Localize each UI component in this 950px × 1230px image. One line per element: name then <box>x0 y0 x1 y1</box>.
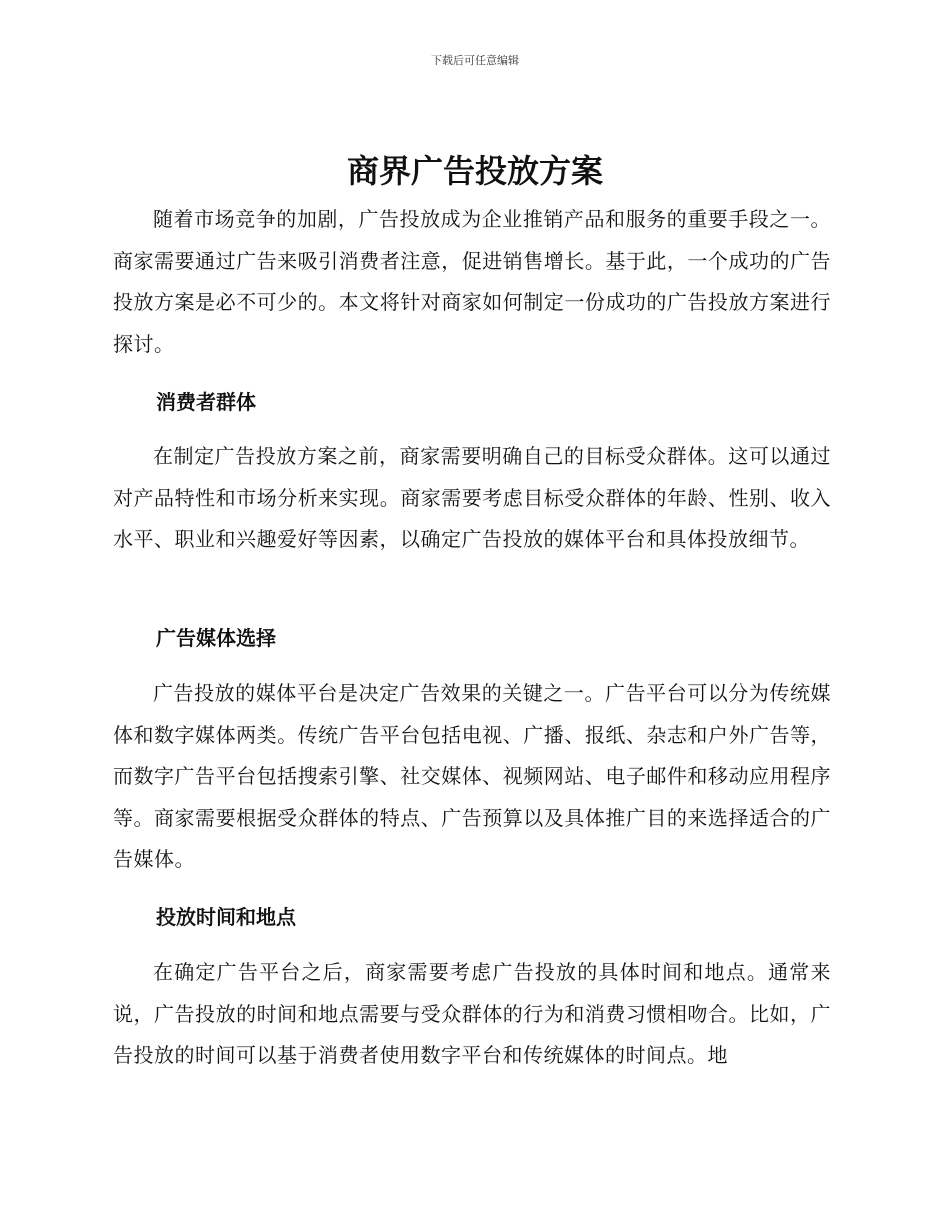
section-body-time-place: 在确定广告平台之后，商家需要考虑广告投放的具体时间和地点。通常来说，广告投放的时间和地点需要与受众群体的行为和消费习惯相吻合。比如，广告投放的时间可以基于消费者使用数字平台和传统媒体的时间点。地 <box>113 960 831 1067</box>
document-title: 商界广告投放方案 <box>346 152 603 190</box>
section-body-media: 广告投放的媒体平台是决定广告效果的关键之一。广告平台可以分为传统媒体和数字媒体两类。传统广告平台包括电视、广播、报纸、杂志和户外广告等，而数字广告平台包括搜索引擎、社交媒体、视频网站、电子邮件和移动应用程序等。商家需要根据受众群体的特点、广告预算以及具体推广目的来选择适合的广告媒体。 <box>113 681 831 871</box>
section-heading-time-place: 投放时间和地点 <box>156 905 296 929</box>
section-heading-consumers: 消费者群体 <box>156 390 256 414</box>
section-heading-media: 广告媒体选择 <box>156 626 276 650</box>
intro-paragraph: 随着市场竞争的加剧，广告投放成为企业推销产品和服务的重要手段之一。商家需要通过广告来吸引消费者注意，促进销售增长。基于此，一个成功的广告投放方案是必不可少的。本文将针对商家如何制定一份成功的广告投放方案进行探讨。 <box>113 207 831 356</box>
section-body-consumers: 在制定广告投放方案之前，商家需要明确自己的目标受众群体。这可以通过对产品特性和市场分析来实现。商家需要考虑目标受众群体的年龄、性别、收入水平、职业和兴趣爱好等因素，以确定广告投放的媒体平台和具体投放细节。 <box>113 444 831 551</box>
header-note: 下载后可任意编辑 <box>431 54 519 67</box>
